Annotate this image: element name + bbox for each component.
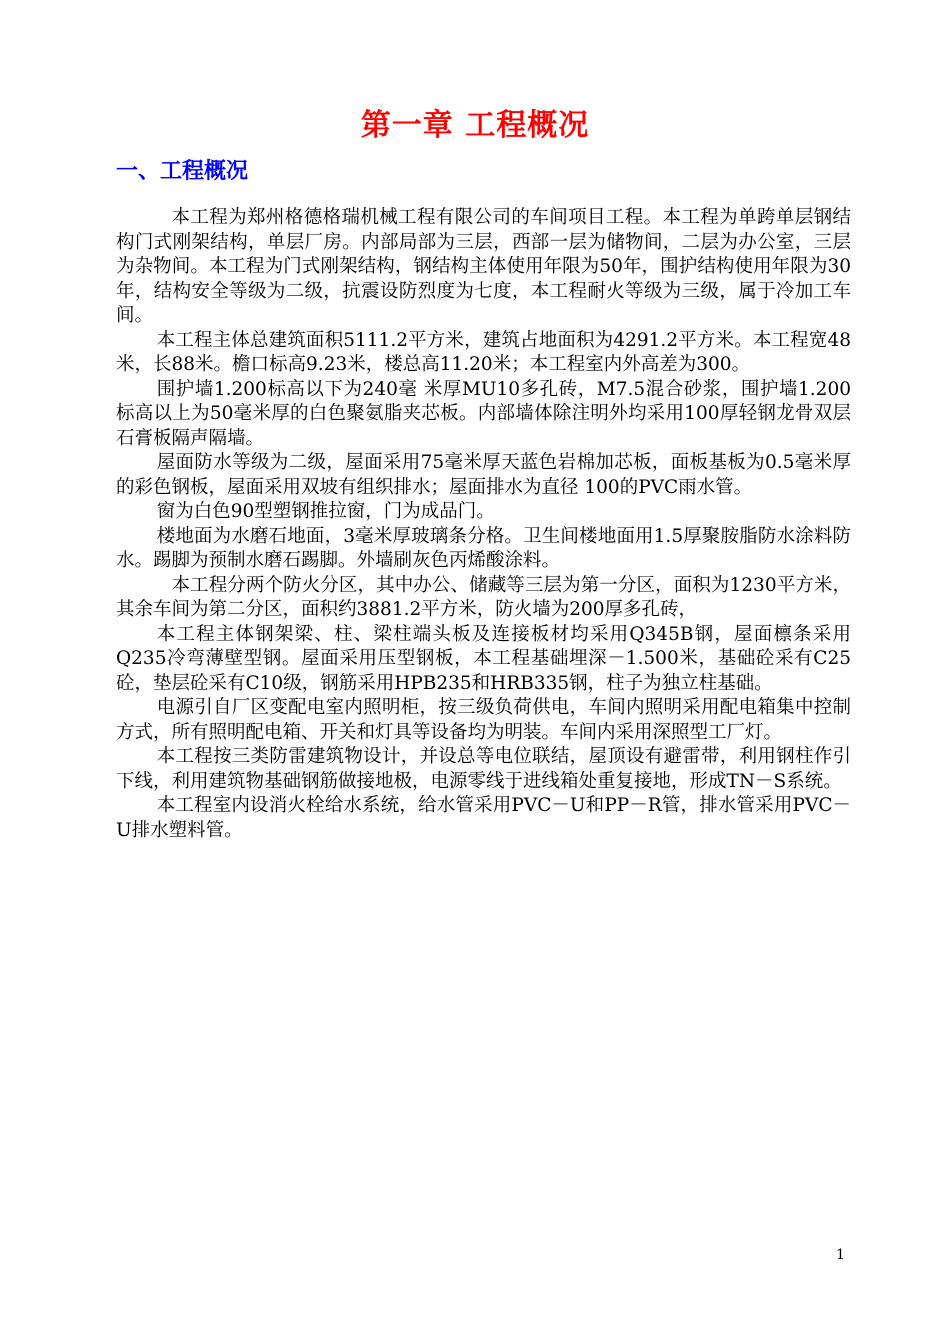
paragraph-fire-zones: 本工程分两个防火分区，其中办公、储藏等三层为第一分区，面积为1230平方米，其余车间为第二分区，面积约3881.2平方米，防火墙为200厚多孔砖， [116,574,851,620]
paragraph-floors: 楼地面为水磨石地面，3毫米厚玻璃条分格。卫生间楼地面用1.5厚聚胺脂防水涂料防水。踢脚为预制水磨石踢脚。外墙刷灰色丙烯酸涂料。 [116,525,851,571]
paragraph-water-supply: 本工程室内设消火栓给水系统，给水管采用PVC－U和PP－R管，排水管采用PVC－U排水塑料管。 [116,795,851,841]
paragraph-project-overview: 本工程为郑州格德格瑞机械工程有限公司的车间项目工程。本工程为单跨单层钢结构门式刚架结构，单层厂房。内部局部为三层，西部一层为储物间，二层为办公室，三层为杂物间。本工程为门式刚架结构，钢结构主体使用年限为50年，围护结构使用年限为30年，结构安全等级为二级，抗震设防烈度为七度，本工程耐火等级为三级，属于冷加工车间。 [116,207,851,326]
paragraph-roof-waterproofing: 屋面防水等级为二级，屋面采用75毫米厚天蓝色岩棉加芯板，面板基板为0.5毫米厚的彩色钢板，屋面采用双坡有组织排水；屋面排水为直径 100的PVC雨水管。 [116,452,851,498]
paragraph-lightning-protection: 本工程按三类防雷建筑物设计，并设总等电位联结，屋顶设有避雷带，利用钢柱作引下线，利用建筑物基础钢筋做接地极，电源零线于进线箱处重复接地，形成TN－S系统。 [116,746,851,792]
page-number: 1 [836,1247,845,1263]
paragraph-building-area: 本工程主体总建筑面积5111.2平方米，建筑占地面积为4291.2平方米。本工程宽48米，长88米。檐口标高9.23米，楼总高11.20米；本工程室内外高差为300。 [116,329,851,375]
paragraph-windows-doors: 窗为白色90型塑钢推拉窗，门为成品门。 [156,501,495,522]
paragraph-enclosure-walls: 围护墙1.200标高以下为240毫 米厚MU10多孔砖，M7.5混合砂浆，围护墙1.200标高以上为50毫米厚的白色聚氨脂夹芯板。内部墙体除注明外均采用100厚轻钢龙骨双层石膏板隔声隔墙。 [116,378,851,449]
section-heading: 一、工程概况 [116,158,249,184]
paragraph-steel-structure: 本工程主体钢架梁、柱、梁柱端头板及连接板材均采用Q345B钢，屋面檩条采用Q235冷弯薄壁型钢。屋面采用压型钢板，本工程基础埋深－1.500米，基础砼采有C25砼，垫层砼采有C10级，钢筋采用HPB235和HRB335钢，柱子为独立柱基础。 [116,623,851,694]
body-text [116,206,851,843]
chapter-title: 第一章 工程概况 [360,108,590,143]
paragraph-power-lighting: 电源引自厂区变配电室内照明柜，按三级负荷供电，车间内照明采用配电箱集中控制方式，所有照明配电箱、开关和灯具等设备均为明装。车间内采用深照型工厂灯。 [116,697,851,743]
